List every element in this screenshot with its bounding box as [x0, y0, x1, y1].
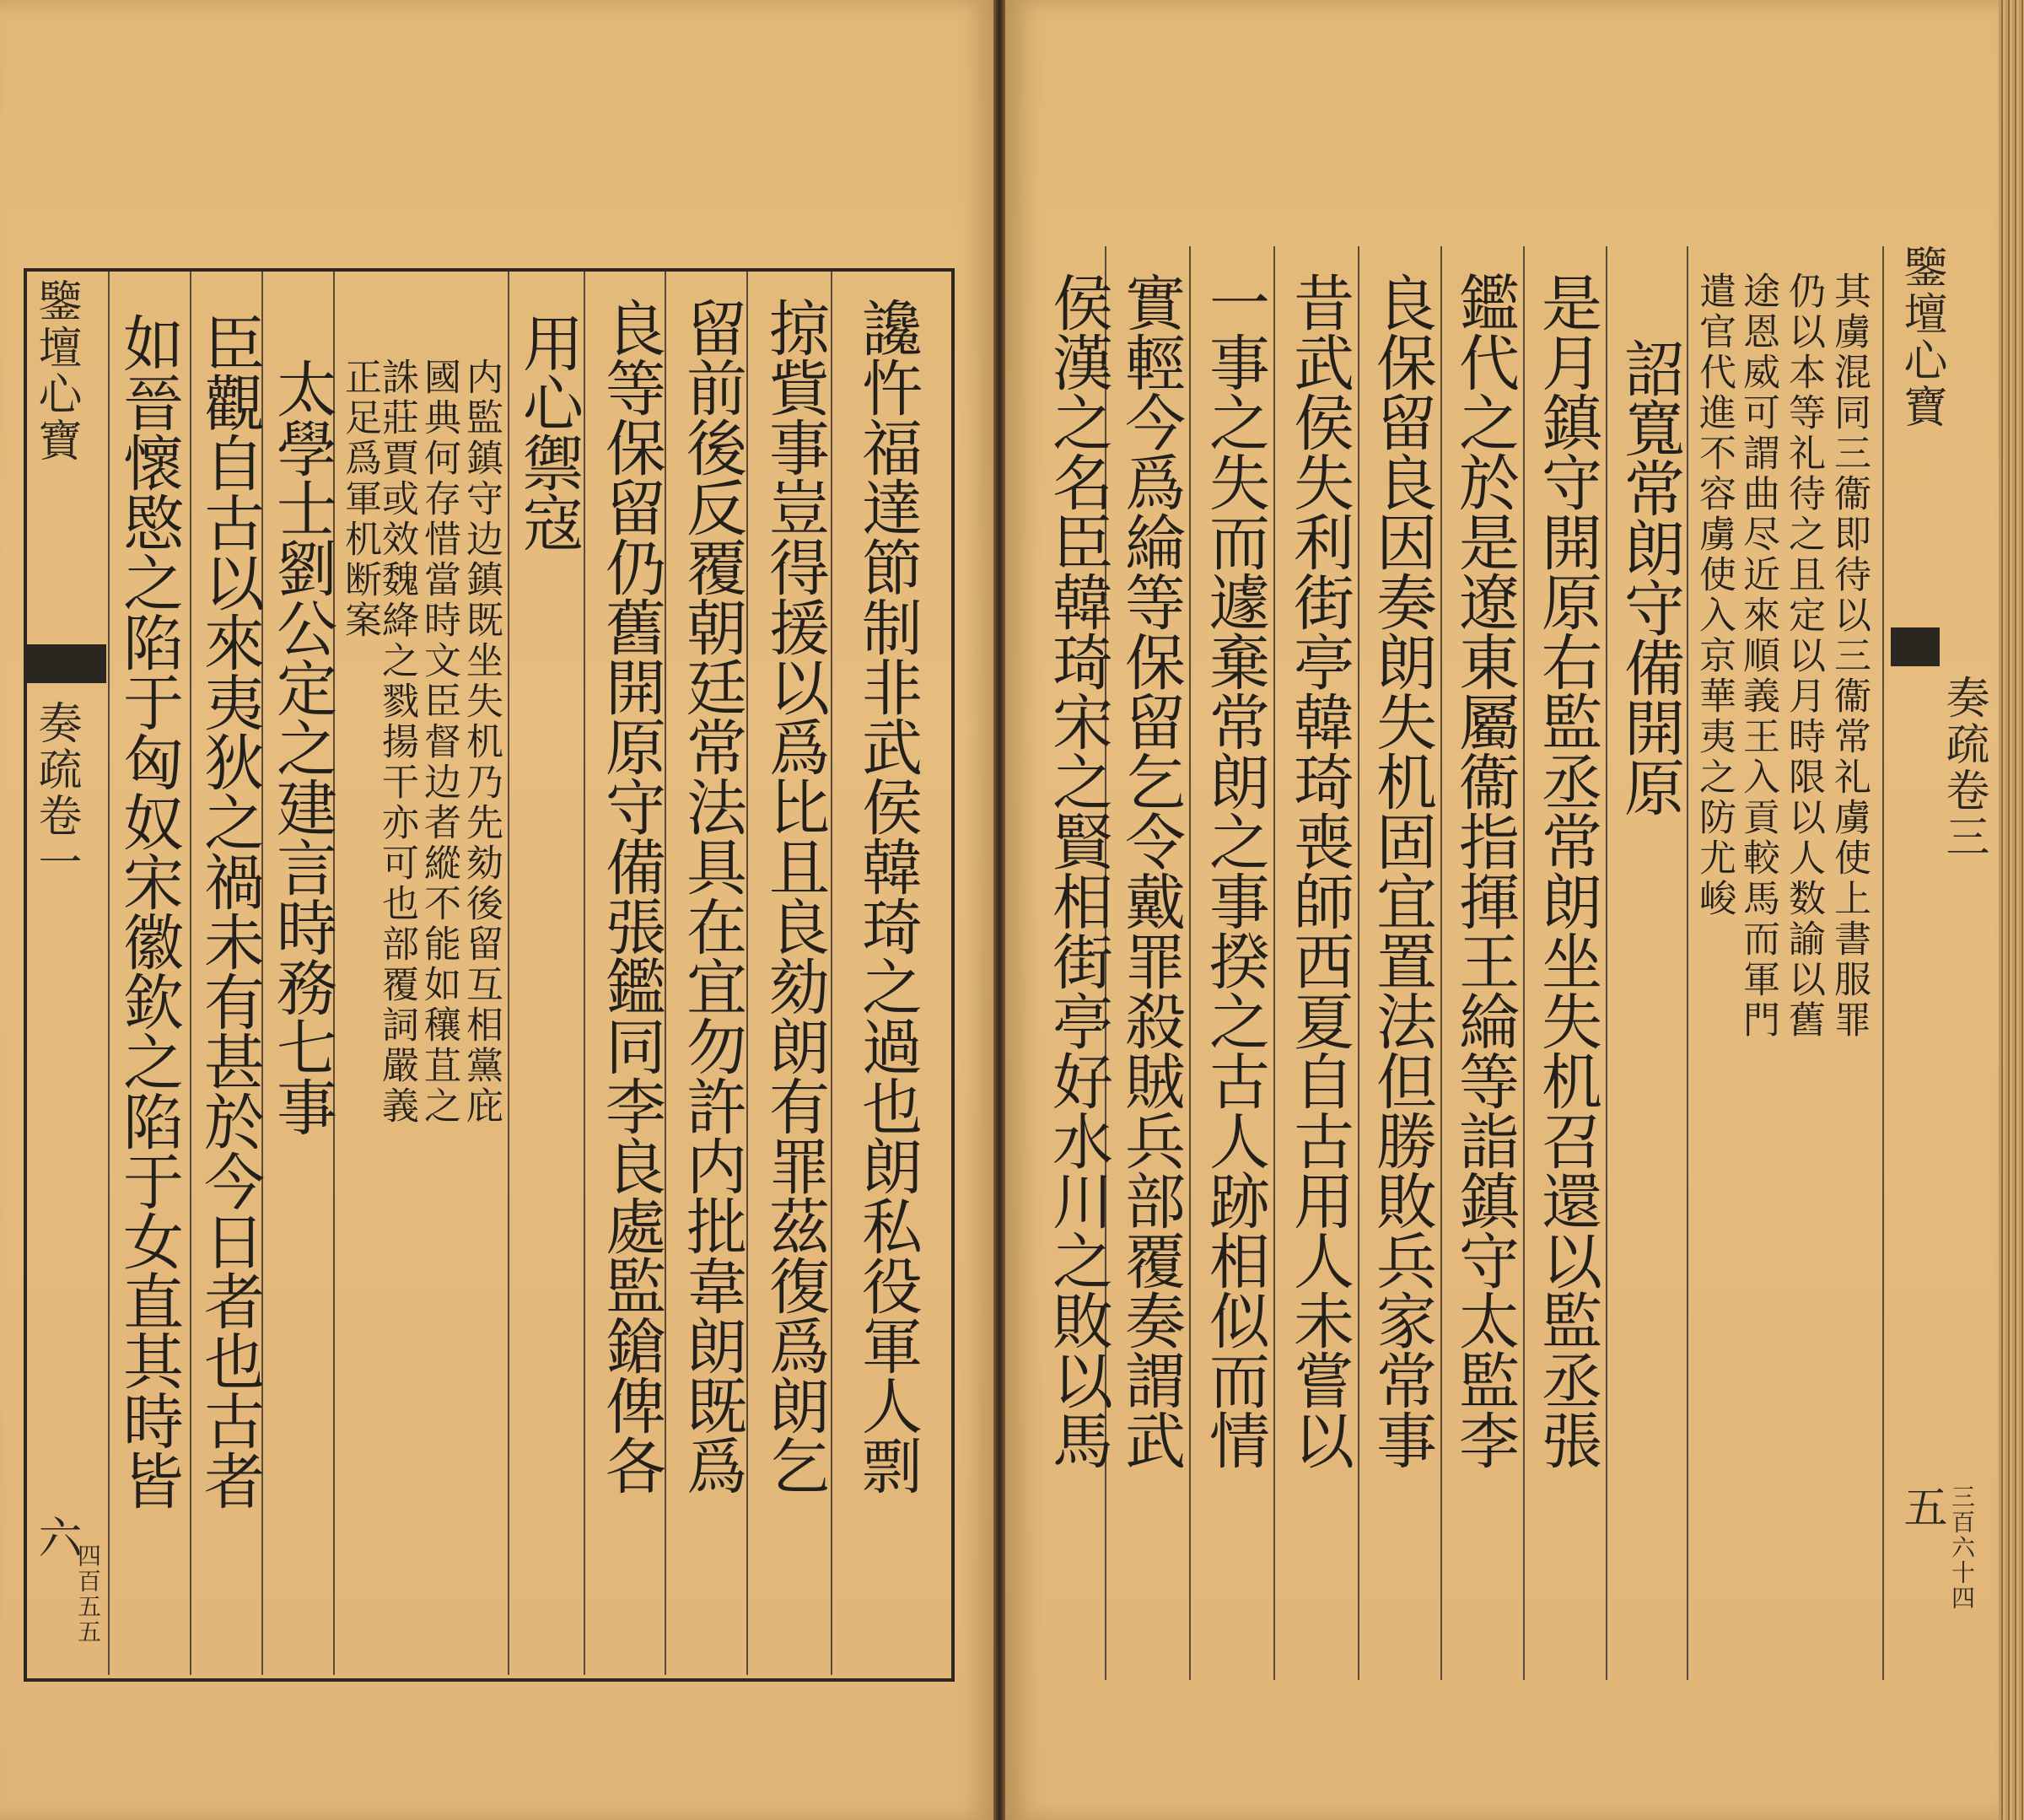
column-rule: [1882, 246, 1884, 1680]
text-column: 實輕今爲綸等保留乞令戴罪殺賊兵部覆奏謂武: [1115, 272, 1186, 1469]
column-rule: [1687, 246, 1688, 1680]
right-center-count: 三百六十四: [1948, 1484, 1976, 1611]
text-column: 良等保留仍舊開原守備張鑑同李良處監鎗俾各: [595, 297, 666, 1494]
column-rule: [1523, 246, 1525, 1680]
left-center-count: 四百五五: [74, 1543, 102, 1645]
text-column: 讒忤福達節制非武侯韓琦之過也朗私役軍人剽: [852, 297, 923, 1494]
column-rule: [1273, 246, 1275, 1680]
right-center-chapter: 奏疏卷三: [1938, 675, 1989, 860]
text-column: 詔寬常朗守備開原: [1614, 337, 1685, 816]
text-column: 掠貲事豈得援以爲比且良劾朗有罪茲復爲朗乞: [759, 297, 830, 1494]
column-rule: [1606, 246, 1607, 1680]
text-column: 臣觀自古以來夷狄之禍未有甚於今日者也古者: [194, 312, 265, 1510]
column-rule: [108, 268, 110, 1675]
text-column: 良保留良因奏朗失机固宜置法但勝敗兵家常事: [1366, 272, 1437, 1469]
column-rule: [584, 268, 585, 1675]
left-center-rule: [24, 268, 108, 271]
annotation-column: 誅莊賈或效魏絳之戮揚干亦可也部覆詞嚴義: [375, 358, 418, 1127]
text-column: 鑑代之於是遼東屬衞指揮王綸等詣鎮守太監李: [1449, 272, 1520, 1469]
column-rule: [1440, 246, 1442, 1680]
left-page: [0, 0, 993, 1820]
column-rule: [190, 268, 191, 1675]
annotation-column: 國典何存惜當時文臣督边者縱不能如穰苴之: [417, 358, 460, 1127]
annotation-column: 途恩威可謂曲尽近來順義王入貢較馬而軍門: [1736, 272, 1779, 1041]
column-rule: [508, 268, 509, 1675]
annotation-column: 正足爲軍机断案: [338, 358, 381, 641]
text-column: 是月鎮守開原右監丞常朗坐失机召還以監丞張: [1531, 272, 1602, 1469]
column-rule: [831, 268, 832, 1675]
left-fishtail-mark: [27, 644, 106, 683]
annotation-column: 内監鎮守边鎮既坐失机乃先劾後留互相黨庇: [460, 358, 503, 1127]
text-column: 昔武侯失利街亭韓琦喪師西夏自古用人未嘗以: [1284, 272, 1354, 1469]
annotation-column: 遣官代進不容虜使入京華夷之防尤峻: [1693, 272, 1736, 919]
right-center-title: 鑒壇心寶: [1896, 245, 1946, 430]
text-column: 太學士劉公定之建言時務七事: [266, 358, 337, 1136]
text-column: 如晉懷愍之陷于匈奴宋徽欽之陷于女直其時皆: [113, 312, 184, 1510]
column-rule: [1358, 246, 1359, 1680]
right-page: [1005, 0, 1999, 1820]
text-column: 用心禦寇: [513, 312, 584, 552]
left-center-title: 鑒壇心寶: [30, 278, 81, 464]
page-edges: [1999, 0, 2024, 1820]
annotation-column: 仍以本等礼待之且定以月時限以人数諭以舊: [1782, 272, 1825, 1041]
book-gutter: [993, 0, 1005, 1820]
right-fishtail-mark: [1891, 627, 1940, 666]
text-column: 留前後反覆朝廷常法具在宜勿許内批韋朗既爲: [676, 297, 747, 1494]
text-column: 一事之失而遽棄常朗之事揆之古人跡相似而情: [1199, 272, 1270, 1469]
left-center-page-number: 六: [30, 1515, 81, 1561]
column-rule: [1189, 246, 1191, 1680]
right-center-page-number: 五: [1896, 1484, 1946, 1531]
text-column: 侯漢之名臣韓琦宋之賢相街亭好水川之敗以馬: [1042, 272, 1113, 1469]
left-center-chapter: 奏疏卷一: [30, 700, 81, 886]
annotation-column: 其虜混同三衞即待以三衞常礼虜使上書服罪: [1828, 272, 1871, 1041]
